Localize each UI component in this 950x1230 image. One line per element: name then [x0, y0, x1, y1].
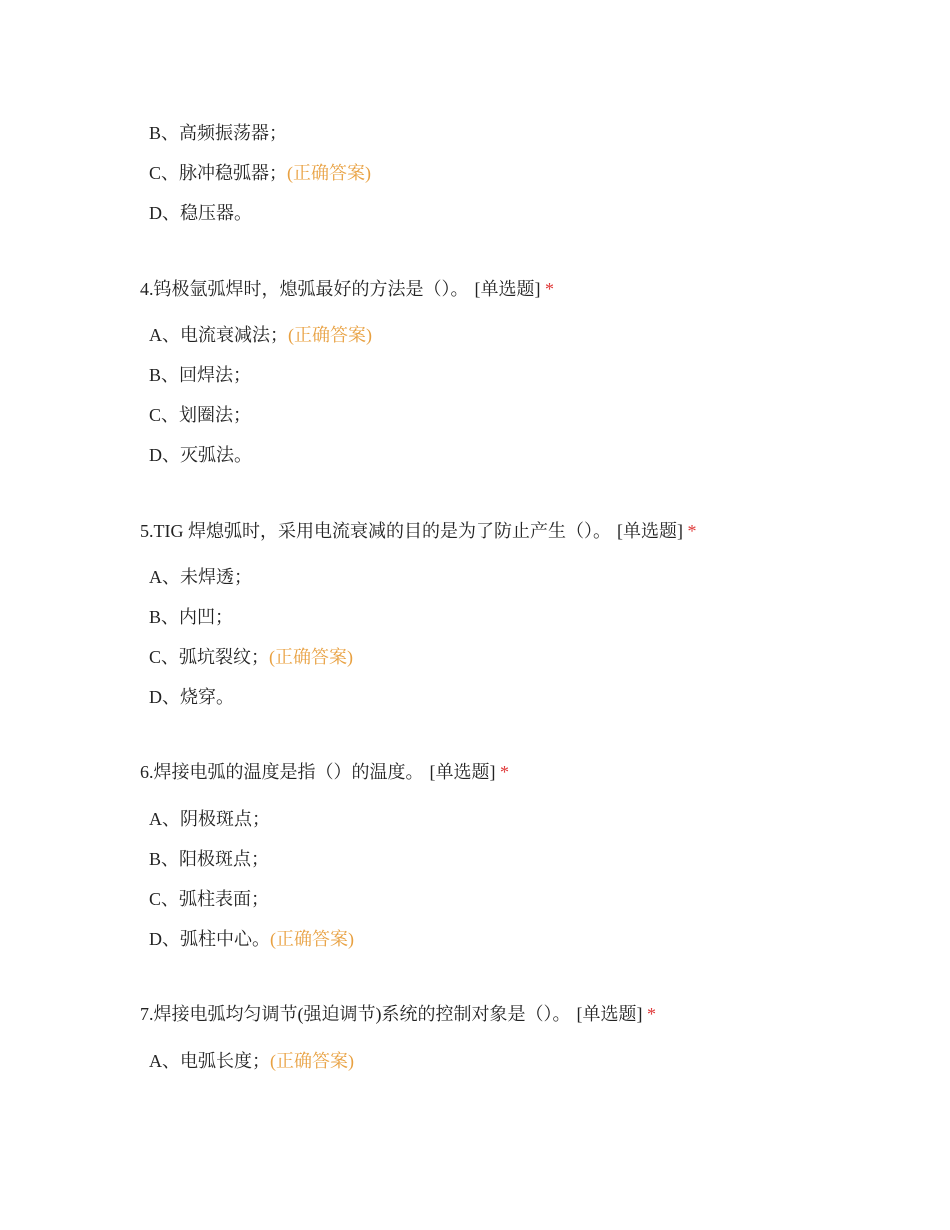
option-text: C、划圈法； — [149, 405, 252, 425]
option-text: A、未焊透； — [149, 567, 252, 587]
q6-option-a — [149, 807, 270, 831]
question-4 — [140, 277, 554, 301]
option-text: B、高频振荡器； — [149, 123, 288, 143]
required-mark: * — [500, 762, 509, 782]
q4-option-d — [149, 443, 252, 467]
question-type-tag: [单选题] — [474, 279, 541, 299]
question-7 — [140, 1002, 656, 1026]
question-type-tag: [单选题] — [617, 521, 683, 541]
correct-answer-tag: (正确答案) — [270, 1051, 354, 1071]
option-text: A、电弧长度； — [149, 1051, 270, 1071]
q5-option-b — [149, 605, 233, 629]
question-6 — [140, 760, 509, 784]
question-text: 6.焊接电弧的温度是指（）的温度。 — [140, 762, 424, 782]
q3-option-b — [149, 121, 287, 145]
required-mark: * — [687, 521, 697, 541]
question-text: 7.焊接电弧均匀调节(强迫调节)系统的控制对象是（）。 — [140, 1004, 571, 1024]
q3-option-d — [149, 201, 252, 225]
question-text: 4.钨极氩弧焊时，熄弧最好的方法是（）。 — [140, 279, 469, 299]
required-mark: * — [647, 1004, 656, 1024]
required-mark: * — [545, 279, 554, 299]
correct-answer-tag: (正确答案) — [287, 163, 372, 183]
q4-option-a — [149, 323, 372, 347]
option-text: D、弧柱中心。 — [149, 929, 270, 949]
q4-option-c — [149, 403, 251, 427]
option-text: D、稳压器。 — [149, 203, 252, 223]
option-text: C、弧柱表面； — [149, 889, 270, 909]
option-text: A、电流衰减法； — [149, 325, 288, 345]
option-text: C、脉冲稳弧器； — [149, 163, 288, 183]
option-text: A、阴极斑点； — [149, 809, 270, 829]
correct-answer-tag: (正确答案) — [270, 929, 354, 949]
option-text: D、烧穿。 — [149, 687, 234, 707]
question-5 — [140, 519, 697, 543]
q5-option-a — [149, 565, 252, 589]
q6-option-b — [149, 847, 269, 871]
option-text: B、内凹； — [149, 607, 234, 627]
q7-option-a — [149, 1049, 354, 1073]
correct-answer-tag: (正确答案) — [288, 325, 372, 345]
option-text: B、阳极斑点； — [149, 849, 270, 869]
correct-answer-tag: (正确答案) — [269, 647, 354, 667]
question-type-tag: [单选题] — [429, 762, 496, 782]
q5-option-c — [149, 645, 353, 669]
q4-option-b — [149, 363, 251, 387]
question-text: 5.TIG 焊熄弧时，采用电流衰减的目的是为了防止产生（）。 — [140, 521, 611, 541]
question-type-tag: [单选题] — [576, 1004, 643, 1024]
option-text: D、灭弧法。 — [149, 445, 252, 465]
q5-option-d — [149, 685, 234, 709]
option-text: C、弧坑裂纹； — [149, 647, 270, 667]
option-text: B、回焊法； — [149, 365, 252, 385]
q3-option-c — [149, 161, 371, 185]
q6-option-d — [149, 927, 354, 951]
q6-option-c — [149, 887, 269, 911]
